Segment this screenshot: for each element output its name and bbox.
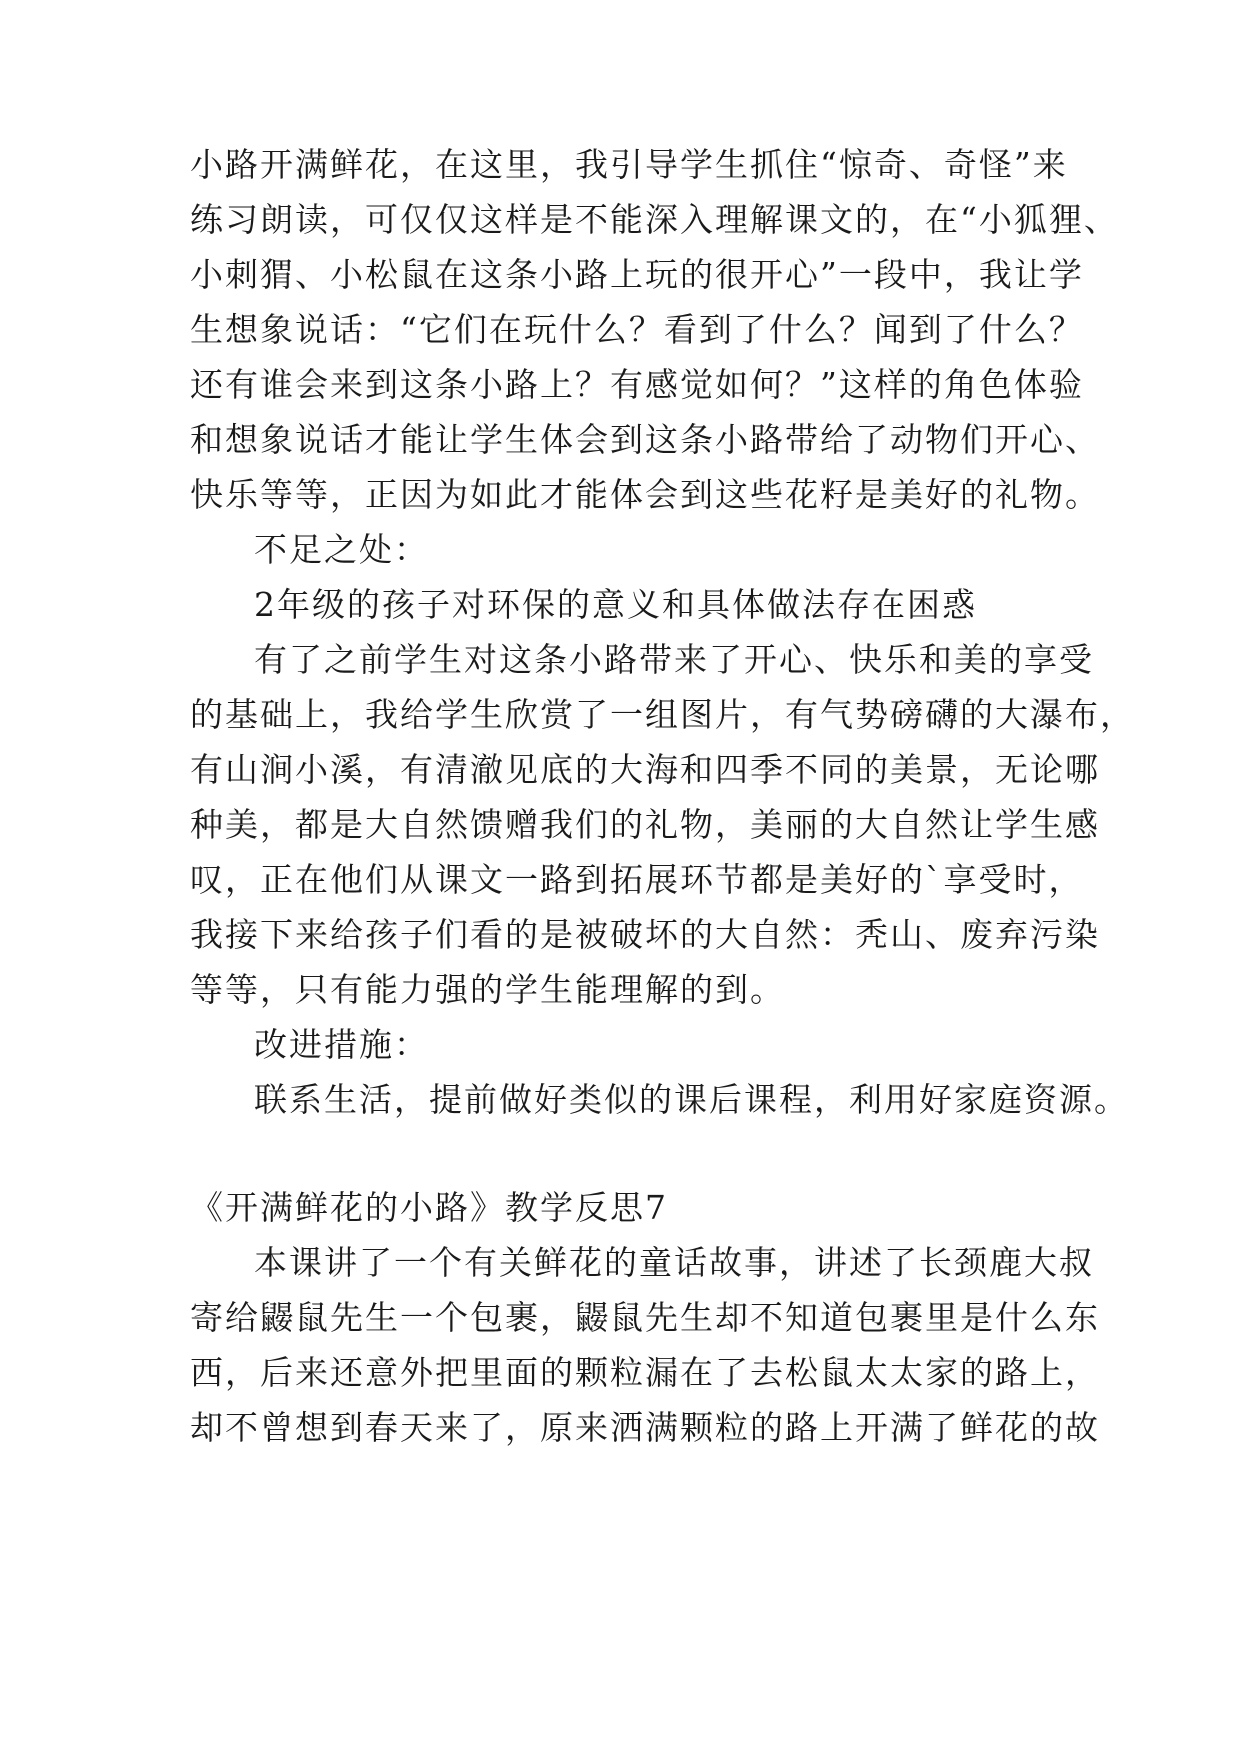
paragraph-3-line: 西，后来还意外把里面的颗粒漏在了去松鼠太太家的路上，	[190, 1353, 1100, 1392]
shortcomings-heading: 不足之处：	[254, 530, 429, 569]
paragraph-1-line: 练习朗读，可仅仅这样是不能深入理解课文的，在“小狐狸、	[190, 200, 1119, 239]
shortcomings-text: 2年级的孩子对环保的意义和具体做法存在困惑	[254, 585, 977, 624]
paragraph-2-line: 我接下来给孩子们看的是被破坏的大自然：秃山、废弃污染	[190, 915, 1100, 954]
paragraph-1-line: 还有谁会来到这条小路上？有感觉如何？”这样的角色体验	[190, 365, 1084, 404]
paragraph-2-line: 等等，只有能力强的学生能理解的到。	[190, 970, 785, 1009]
paragraph-1-line: 小刺猬、小松鼠在这条小路上玩的很开心”一段中，我让学	[190, 255, 1084, 294]
paragraph-3-line: 寄给鼹鼠先生一个包裹，鼹鼠先生却不知道包裹里是什么东	[190, 1298, 1100, 1337]
section-title: 《开满鲜花的小路》教学反思7	[190, 1188, 668, 1227]
paragraph-3-line: 本课讲了一个有关鲜花的童话故事，讲述了长颈鹿大叔	[254, 1243, 1094, 1282]
paragraph-1-line: 生想象说话：“它们在玩什么？看到了什么？闻到了什么？	[190, 310, 1084, 349]
paragraph-2-line: 种美，都是大自然馈赠我们的礼物，美丽的大自然让学生感	[190, 805, 1100, 844]
paragraph-2-line: 有山涧小溪，有清澈见底的大海和四季不同的美景，无论哪	[190, 750, 1100, 789]
paragraph-1-line: 快乐等等，正因为如此才能体会到这些花籽是美好的礼物。	[190, 475, 1100, 514]
paragraph-2-line: 的基础上，我给学生欣赏了一组图片，有气势磅礴的大瀑布，	[190, 695, 1135, 734]
paragraph-2-line: 有了之前学生对这条小路带来了开心、快乐和美的享受	[254, 640, 1094, 679]
paragraph-3-line: 却不曾想到春天来了，原来洒满颗粒的路上开满了鲜花的故	[190, 1408, 1100, 1447]
improvement-heading: 改进措施：	[254, 1025, 429, 1064]
paragraph-2-line: 叹，正在他们从课文一路到拓展环节都是美好的`享受时，	[190, 860, 1084, 899]
improvement-text: 联系生活，提前做好类似的课后课程，利用好家庭资源。	[254, 1080, 1129, 1119]
paragraph-1-line: 小路开满鲜花，在这里，我引导学生抓住“惊奇、奇怪”来	[190, 145, 1068, 184]
paragraph-1-line: 和想象说话才能让学生体会到这条小路带给了动物们开心、	[190, 420, 1100, 459]
